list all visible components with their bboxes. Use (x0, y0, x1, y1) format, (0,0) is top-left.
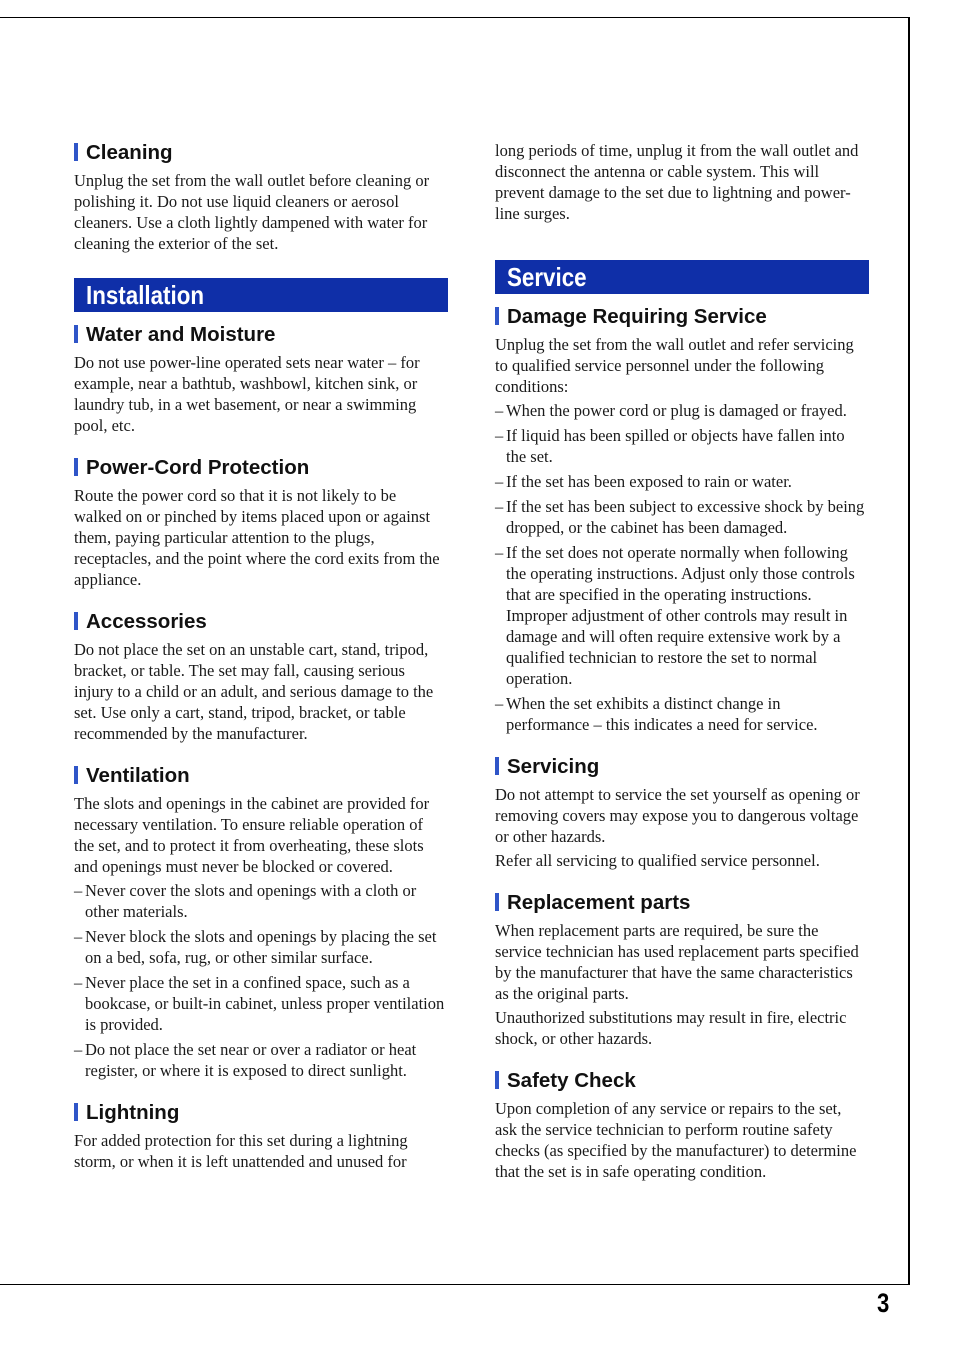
section-power-cord (74, 455, 446, 590)
heading-bar (74, 458, 78, 476)
section-replacement-parts (495, 890, 867, 1049)
ventilation-list (74, 880, 446, 1081)
heading-bar (495, 1071, 499, 1089)
section-lightning (74, 1100, 446, 1172)
heading-bar (495, 307, 499, 325)
heading-replacement-parts: Replacement parts (495, 890, 867, 916)
heading-water-moisture: Water and Moisture (74, 322, 446, 348)
installation-section-title: Installation (74, 278, 448, 312)
heading-ventilation: Ventilation (74, 763, 446, 789)
list-item: – Do not place the set near or over a radiator or heat register, or where it is exposed to direct sunlight. (74, 1040, 417, 1080)
heading-bar (495, 893, 499, 911)
heading-bar (74, 1103, 78, 1121)
accessories-text: Do not place the set on an unstable cart, stand, tripod, bracket, or table. The set may fall, causing serious injury to a child or an adult, and serious damage to the set. Use only a cart, stand, tripod, bracket, or table recommended by the manufacturer. (74, 640, 434, 743)
heading-bar (495, 757, 499, 775)
heading-accessories: Accessories (74, 609, 446, 635)
page-frame-top (0, 17, 910, 18)
ventilation-text: The slots and openings in the cabinet are provided for necessary ventilation. To ensure reliable operation of the set, and to protect it from overheating, these slots and openings must never be blocked or covered. (74, 794, 430, 876)
page-frame-right (908, 17, 910, 1285)
right-column (495, 140, 867, 1201)
list-item: – Never block the slots and openings by placing the set on a bed, sofa, rug, or other similar surface. (74, 927, 437, 967)
section-water-moisture (74, 322, 446, 436)
section-damage-requiring-service (495, 304, 867, 735)
section-servicing (495, 754, 867, 871)
list-item: – If the set does not operate normally when following the operating instructions. Adjust only those controls that are specified in the operating instructions. Improper adjustment of other controls may result in damage and will often require extensive work by a qualified technician to restore the set to normal operation. (495, 543, 855, 688)
heading-lightning: Lightning (74, 1100, 446, 1126)
left-column (74, 140, 446, 1191)
replacement-text: When replacement parts are required, be sure the service technician has used replacement parts specified by the manufacturer that have the same characteristics as the original parts. (495, 921, 859, 1003)
lightning-text-continued: long periods of time, unplug it from the wall outlet and disconnect the antenna or cable system. This will prevent damage to the set due to lightning and power-line surges. (495, 141, 859, 223)
section-ventilation (74, 763, 446, 1081)
section-cleaning (74, 140, 446, 254)
section-safety-check (495, 1068, 867, 1182)
heading-bar (74, 766, 78, 784)
page-number: 3 (877, 1288, 890, 1318)
list-item: – Never cover the slots and openings with a cloth or other materials. (74, 881, 417, 921)
heading-damage-requiring-service: Damage Requiring Service (495, 304, 867, 330)
list-item: – If the set has been subject to excessive shock by being dropped, or the cabinet has been damaged. (495, 497, 865, 537)
replacement-text-2: Unauthorized substitutions may result in fire, electric shock, or other hazards. (495, 1008, 847, 1048)
list-item: – When the power cord or plug is damaged or frayed. (495, 401, 847, 420)
heading-cleaning: Cleaning (74, 140, 446, 166)
section-accessories (74, 609, 446, 744)
list-item: – If liquid has been spilled or objects have fallen into the set. (495, 426, 845, 466)
list-item: – If the set has been exposed to rain or water. (495, 472, 792, 491)
list-item: – When the set exhibits a distinct change in performance – this indicates a need for service. (495, 694, 818, 734)
heading-bar (74, 612, 78, 630)
service-section-title: Service (495, 260, 869, 294)
water-moisture-text: Do not use power-line operated sets near water – for example, near a bathtub, washbowl, kitchen sink, or laundry tub, in a wet basement, or near a swimming pool, etc. (74, 353, 420, 435)
cleaning-text: Unplug the set from the wall outlet before cleaning or polishing it. Do not use liquid cleaners or aerosol cleaners. Use a cloth lightly dampened with water for cleaning the exterior of the set. (74, 171, 430, 253)
heading-bar (74, 325, 78, 343)
damage-list (495, 400, 867, 735)
damage-text: Unplug the set from the wall outlet and refer servicing to qualified service personnel under the following conditions: (495, 335, 854, 396)
page-frame-bottom (0, 1284, 910, 1285)
safety-check-text: Upon completion of any service or repairs to the set, ask the service technician to perform routine safety checks (as specified by the manufacturer) to determine that the set is in safe operating condition. (495, 1099, 857, 1181)
servicing-text-2: Refer all servicing to qualified service personnel. (495, 851, 820, 870)
servicing-text: Do not attempt to service the set yourself as opening or removing covers may expose you to dangerous voltage or other hazards. (495, 785, 860, 846)
lightning-text: For added protection for this set during a lightning storm, or when it is left unattended and unused for (74, 1131, 408, 1171)
heading-servicing: Servicing (495, 754, 867, 780)
list-item: – Never place the set in a confined space, such as a bookcase, or built-in cabinet, unless proper ventilation is provided. (74, 973, 445, 1034)
power-cord-text: Route the power cord so that it is not likely to be walked on or pinched by items placed upon or against them, paying particular attention to the plugs, receptacles, and the point where the cord exits from the appliance. (74, 486, 440, 589)
heading-bar (74, 143, 78, 161)
heading-power-cord: Power-Cord Protection (74, 455, 446, 481)
heading-safety-check: Safety Check (495, 1068, 867, 1094)
